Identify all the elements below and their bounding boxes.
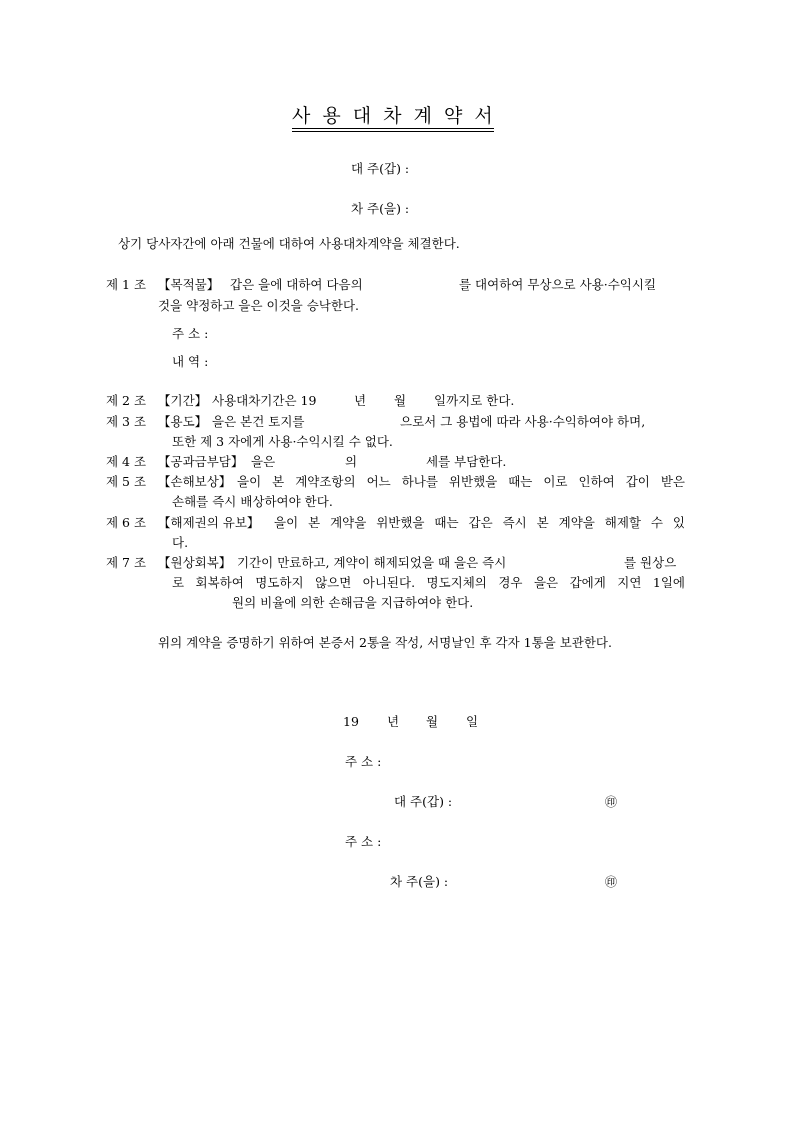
article-6-heading: 【해제권의 유보】 [158,515,260,530]
article-5-heading: 【손해보상】 [158,474,232,489]
article-7-line3: 원의 비율에 의한 손해금을 지급하여야 한다. [232,595,474,610]
article-3-number: 제 3 조 [106,414,147,429]
article-5-number: 제 5 조 [106,474,147,489]
article-4-text-3: 세를 부담한다. [426,454,507,469]
article-7-line1a: 기간이 만료하고, 계약이 해제되었을 때 을은 즉시 [237,555,507,570]
article-1-detail-label: 내 역 : [172,354,209,369]
lender-signature-label: 대 주(갑) : [394,794,453,809]
date-day-label: 일 [466,714,479,729]
date-month-label: 월 [426,714,439,729]
article-6-line2: 다. [172,535,189,550]
article-2-number: 제 2 조 [106,393,147,408]
article-4-text-1: 을은 [251,454,276,469]
article-1-line1b: 를 대여하여 무상으로 사용·수익시킬 [459,277,657,292]
article-2-text-1: 사용대차기간은 19 [212,393,317,408]
article-2-year: 년 [354,393,367,408]
date-year-label: 년 [387,714,400,729]
article-2-text-end: 일까지로 한다. [434,393,515,408]
article-1-line2: 것을 약정하고 을은 이것을 승낙한다. [158,298,359,313]
article-4-number: 제 4 조 [106,454,147,469]
date-year: 19 [343,714,359,729]
article-3-line1b: 으로서 그 용법에 따라 사용·수익하여야 하며, [400,414,646,429]
article-3-line2: 또한 제 3 자에게 사용·수익시킬 수 없다. [172,434,393,449]
lender-address-label: 주 소 : [345,754,382,769]
article-1-address-label: 주 소 : [172,326,209,341]
article-1-heading: 【목적물】 [158,277,220,292]
article-5-line1: 을이 본 계약조항의 어느 하나를 위반했을 때는 이로 인하여 갑이 받은 [237,474,685,489]
article-7-heading: 【원상회복】 [158,555,232,570]
intro-text: 상기 당사자간에 아래 건물에 대하여 사용대차계약을 체결한다. [118,236,460,251]
article-1-line1a: 갑은 을에 대하여 다음의 [230,277,363,292]
borrower-seal-mark: ㊞ [605,875,618,889]
borrower-signature-label: 차 주(을) : [390,874,449,889]
article-2-month: 월 [394,393,407,408]
title-underline [292,128,494,129]
header-lender-label: 대 주(갑) : [351,161,410,176]
article-1-number: 제 1 조 [106,277,147,292]
article-6-number: 제 6 조 [106,515,147,530]
article-5-line2: 손해를 즉시 배상하여야 한다. [172,494,333,509]
article-6-line1: 을이 본 계약을 위반했을 때는 갑은 즉시 본 계약을 해제할 수 있 [274,515,685,530]
title-double-underline [292,131,494,132]
article-7-line1b: 를 원상으 [624,555,677,570]
article-2-heading: 【기간】 [158,393,208,408]
article-3-line1a: 을은 본건 토지를 [212,414,305,429]
lender-seal-mark: ㊞ [605,795,618,809]
borrower-address-label: 주 소 : [345,834,382,849]
article-3-heading: 【용도】 [158,414,208,429]
article-4-heading: 【공과금부담】 [158,454,244,469]
article-4-text-2: 의 [345,454,358,469]
closing-statement: 위의 계약을 증명하기 위하여 본증서 2통을 작성, 서명날인 후 각자 1통을 보관한다. [158,635,612,650]
header-borrower-label: 차 주(을) : [351,201,410,216]
article-7-line2: 로 회복하여 명도하지 않으면 아니된다. 명도지체의 경우 을은 갑에게 지연 1일에 [172,575,685,590]
article-7-number: 제 7 조 [106,555,147,570]
document-title: 사 용 대 차 계 약 서 [292,105,496,127]
